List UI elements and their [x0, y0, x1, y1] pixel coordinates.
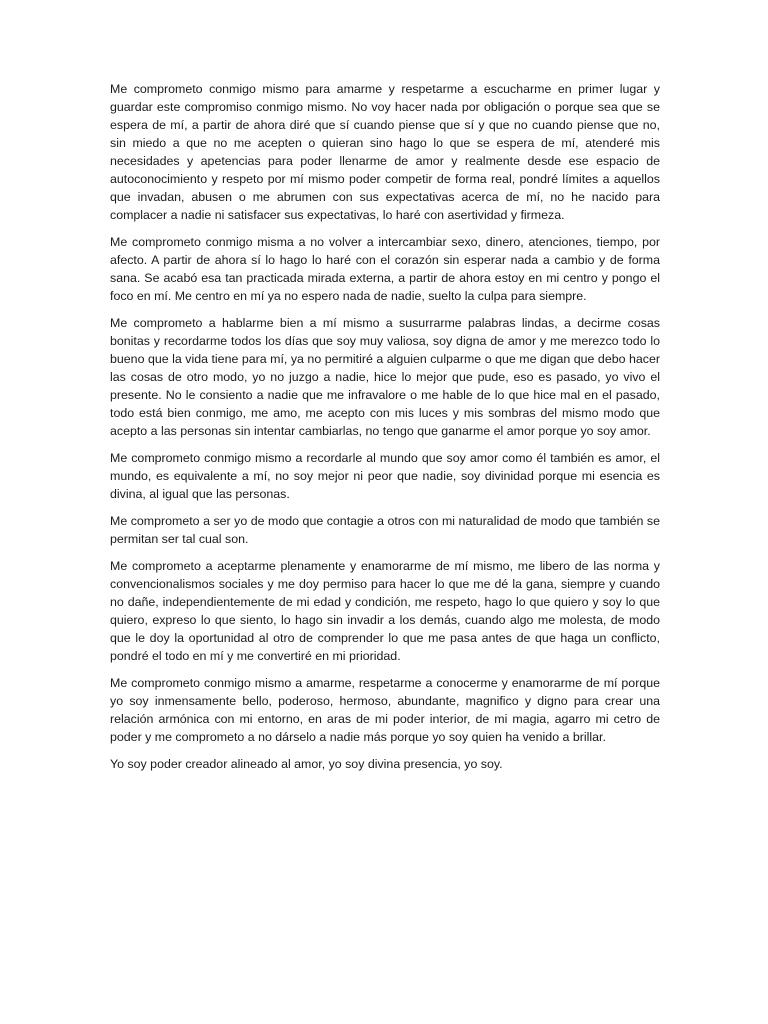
paragraph-3: Me comprometo a hablarme bien a mí mismo a susurrarme palabras lindas, a decirme cosas bonitas y recordarme todos los días que soy muy valiosa, soy digna de amor y me merezco todo lo bueno que la vida tiene para mí, ya no permitiré a alguien culparme o que me digan que debo hacer las cosas de otro modo, yo no juzgo a nadie, hice lo mejor que pude, eso es pasado, yo vivo el presente. No le consiento a nadie que me infravalore o me hable de lo que hice mal en el pasado, todo está bien conmigo, me amo, me acepto con mis luces y mis sombras del mismo modo que acepto a las personas sin intentar cambiarlas, no tengo que ganarme el amor porque yo soy amor. [110, 316, 660, 438]
paragraph-4: Me comprometo conmigo mismo a recordarle al mundo que soy amor como él también es amor, el mundo, es equivalente a mí, no soy mejor ni peor que nadie, soy divinidad porque mi esencia es divina, al igual que las personas. [110, 451, 660, 501]
paragraph-6: Me comprometo a aceptarme plenamente y enamorarme de mí mismo, me libero de las norma y convencionalismos sociales y me doy permiso para hacer lo que me dé la gana, siempre y cuando no dañe, independientemente de mi edad y condición, me respeto, hago lo que quiero y soy lo que quiero, expreso lo que siento, lo hago sin invadir a los demás, cuando algo me molesta, de modo que le doy la oportunidad al otro de comprender lo que me pasa antes de que haga un conflicto, pondré el todo en mí y me convertiré en mi prioridad. [110, 559, 660, 663]
paragraph-2: Me comprometo conmigo misma a no volver a intercambiar sexo, dinero, atenciones, tiempo, por afecto. A partir de ahora sí lo hago lo haré con el corazón sin esperar nada a cambio y de forma sana. Se acabó esa tan practicada mirada externa, a partir de ahora estoy en mi centro y pongo el foco en mí. Me centro en mí ya no espero nada de nadie, suelto la culpa para siempre. [110, 235, 660, 303]
paragraph-1: Me comprometo conmigo mismo para amarme y respetarme a escucharme en primer lugar y guardar este compromiso conmigo mismo. No voy hacer nada por obligación o porque sea que se espera de mí, a partir de ahora diré que sí cuando piense que sí y que no cuando piense que no, sin miedo a que no me acepten o quieran sino hago lo que se espera de mí, atenderé mis necesidades y apetencias para poder llenarme de amor y realmente desde ese espacio de autoconocimiento y respeto por mí mismo poder competir de forma real, pondré límites a aquellos que invadan, abusen o me abrumen con sus expectativas acerca de mí, no he nacido para complacer a nadie ni satisfacer sus expectativas, lo haré con asertividad y firmeza. [110, 82, 660, 222]
paragraph-5: Me comprometo a ser yo de modo que contagie a otros con mi naturalidad de modo que también se permitan ser tal cual son. [110, 514, 660, 546]
document-body [110, 80, 660, 782]
paragraph-7: Me comprometo conmigo mismo a amarme, respetarme a conocerme y enamorarme de mí porque yo soy inmensamente bello, poderoso, hermoso, abundante, magnifico y digno para crear una relación armónica con mi entorno, en aras de mi poder interior, de mi magia, agarro mi cetro de poder y me comprometo a no dárselo a nadie más porque yo soy quien ha venido a brillar. [110, 676, 660, 744]
paragraph-8: Yo soy poder creador alineado al amor, yo soy divina presencia, yo soy. [110, 757, 503, 771]
